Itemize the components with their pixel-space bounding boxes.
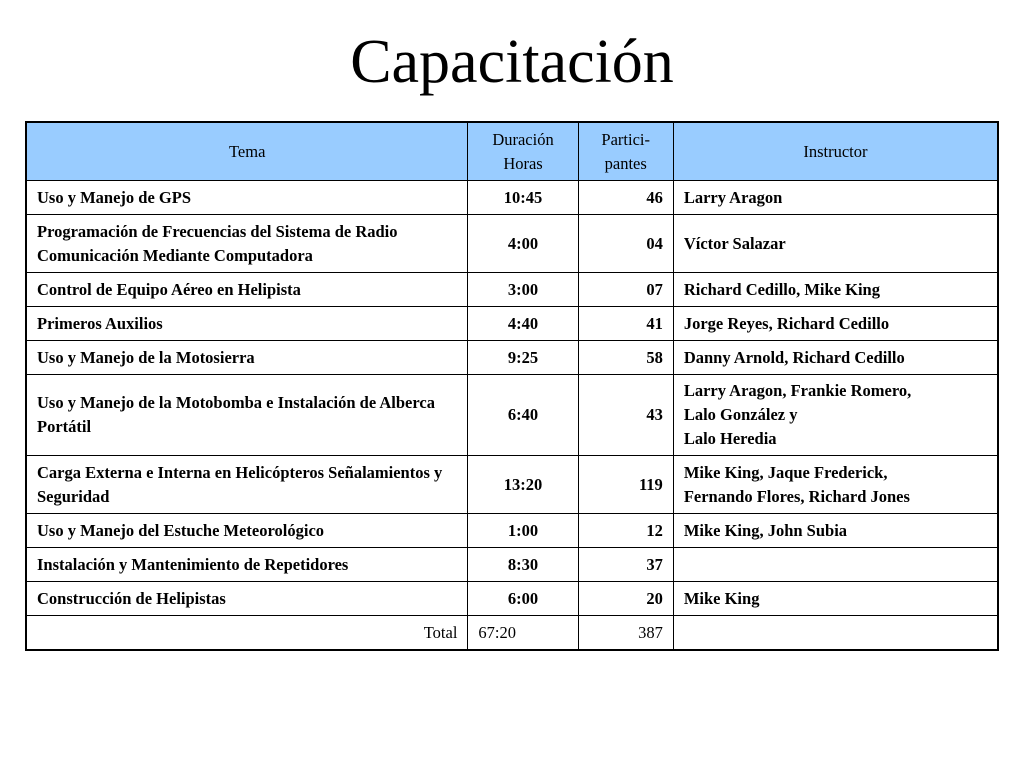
- cell-instructor: [673, 341, 998, 375]
- cell-duracion: 6:40: [468, 375, 578, 456]
- cell-duracion: 13:20: [468, 456, 578, 514]
- total-label: Total: [26, 616, 468, 651]
- table-row: [26, 375, 998, 456]
- table-header-row: [26, 122, 998, 181]
- cell-duracion: 1:00: [468, 514, 578, 548]
- instructor-line: Larry Aragon, Frankie Romero,: [683, 381, 912, 400]
- table-row: [26, 215, 998, 273]
- training-table: [25, 121, 999, 651]
- table-row: [26, 273, 998, 307]
- cell-duracion: 9:25: [468, 341, 578, 375]
- cell-participantes: 07: [578, 273, 673, 307]
- table-row: [26, 307, 998, 341]
- cell-participantes: 37: [578, 548, 673, 582]
- instructor-line: Danny Arnold, Richard Cedillo: [683, 347, 905, 367]
- cell-tema: Construcción de Helipistas: [26, 582, 468, 616]
- header-participantes-line: Partici-: [601, 129, 650, 149]
- cell-duracion: 4:40: [468, 307, 578, 341]
- table-row: [26, 341, 998, 375]
- header-duracion: [468, 122, 578, 181]
- cell-participantes: 58: [578, 341, 673, 375]
- cell-tema: Programación de Frecuencias del Sistema de Radio Comunicación Mediante Computadora: [26, 215, 468, 273]
- cell-instructor: [673, 456, 998, 514]
- cell-instructor: [673, 215, 998, 273]
- cell-instructor: [673, 514, 998, 548]
- header-tema: Tema: [26, 122, 468, 181]
- total-duracion: 67:20: [468, 616, 578, 651]
- table-row: [26, 181, 998, 215]
- instructor-line: Richard Cedillo, Mike King: [683, 279, 880, 299]
- cell-duracion: 6:00: [468, 582, 578, 616]
- header-duracion-line: Horas: [503, 153, 543, 173]
- cell-instructor: [673, 582, 998, 616]
- header-duracion-line: Duración: [492, 129, 554, 149]
- cell-tema: Carga Externa e Interna en Helicópteros Señalamientos y Seguridad: [26, 456, 468, 514]
- cell-participantes: 04: [578, 215, 673, 273]
- instructor-line: Larry Aragon: [683, 187, 783, 207]
- header-participantes-line: pantes: [604, 153, 647, 173]
- cell-instructor: [673, 307, 998, 341]
- instructor-line: Jorge Reyes, Richard Cedillo: [683, 313, 890, 333]
- header-participantes: [578, 122, 673, 181]
- cell-instructor: [673, 273, 998, 307]
- cell-tema: Primeros Auxilios: [26, 307, 468, 341]
- cell-participantes: 20: [578, 582, 673, 616]
- total-participantes: 387: [578, 616, 673, 651]
- cell-duracion: 8:30: [468, 548, 578, 582]
- cell-tema: Uso y Manejo de la Motosierra: [26, 341, 468, 375]
- cell-tema: Uso y Manejo de GPS: [26, 181, 468, 215]
- cell-instructor: [673, 181, 998, 215]
- instructor-line: Mike King: [683, 588, 760, 608]
- cell-tema: Uso y Manejo del Estuche Meteorológico: [26, 514, 468, 548]
- table-row: [26, 548, 998, 582]
- cell-tema: Uso y Manejo de la Motobomba e Instalación de Alberca Portátil: [26, 375, 468, 456]
- table-body: [26, 181, 998, 616]
- cell-instructor: [673, 375, 998, 456]
- cell-participantes: 46: [578, 181, 673, 215]
- cell-participantes: 43: [578, 375, 673, 456]
- cell-duracion: 4:00: [468, 215, 578, 273]
- instructor-line: Mike King, Jaque Frederick,: [683, 462, 888, 482]
- page-title: Capacitación: [350, 28, 674, 96]
- instructor-line: Mike King, John Subia: [683, 520, 848, 540]
- cell-duracion: 3:00: [468, 273, 578, 307]
- total-instructor: [673, 616, 998, 651]
- header-instructor: Instructor: [673, 122, 998, 181]
- cell-participantes: 12: [578, 514, 673, 548]
- table-row: [26, 582, 998, 616]
- cell-duracion: 10:45: [468, 181, 578, 215]
- table-row: [26, 514, 998, 548]
- cell-instructor: [673, 548, 998, 582]
- instructor-line: Fernando Flores, Richard Jones: [683, 486, 910, 506]
- instructor-line: Víctor Salazar: [683, 233, 786, 253]
- cell-tema: Instalación y Mantenimiento de Repetidores: [26, 548, 468, 582]
- cell-participantes: 41: [578, 307, 673, 341]
- instructor-line: Lalo Heredia: [683, 429, 777, 448]
- cell-participantes: 119: [578, 456, 673, 514]
- table-row: [26, 456, 998, 514]
- total-row: [26, 616, 998, 651]
- instructor-line: Lalo González y: [683, 405, 798, 424]
- cell-tema: Control de Equipo Aéreo en Helipista: [26, 273, 468, 307]
